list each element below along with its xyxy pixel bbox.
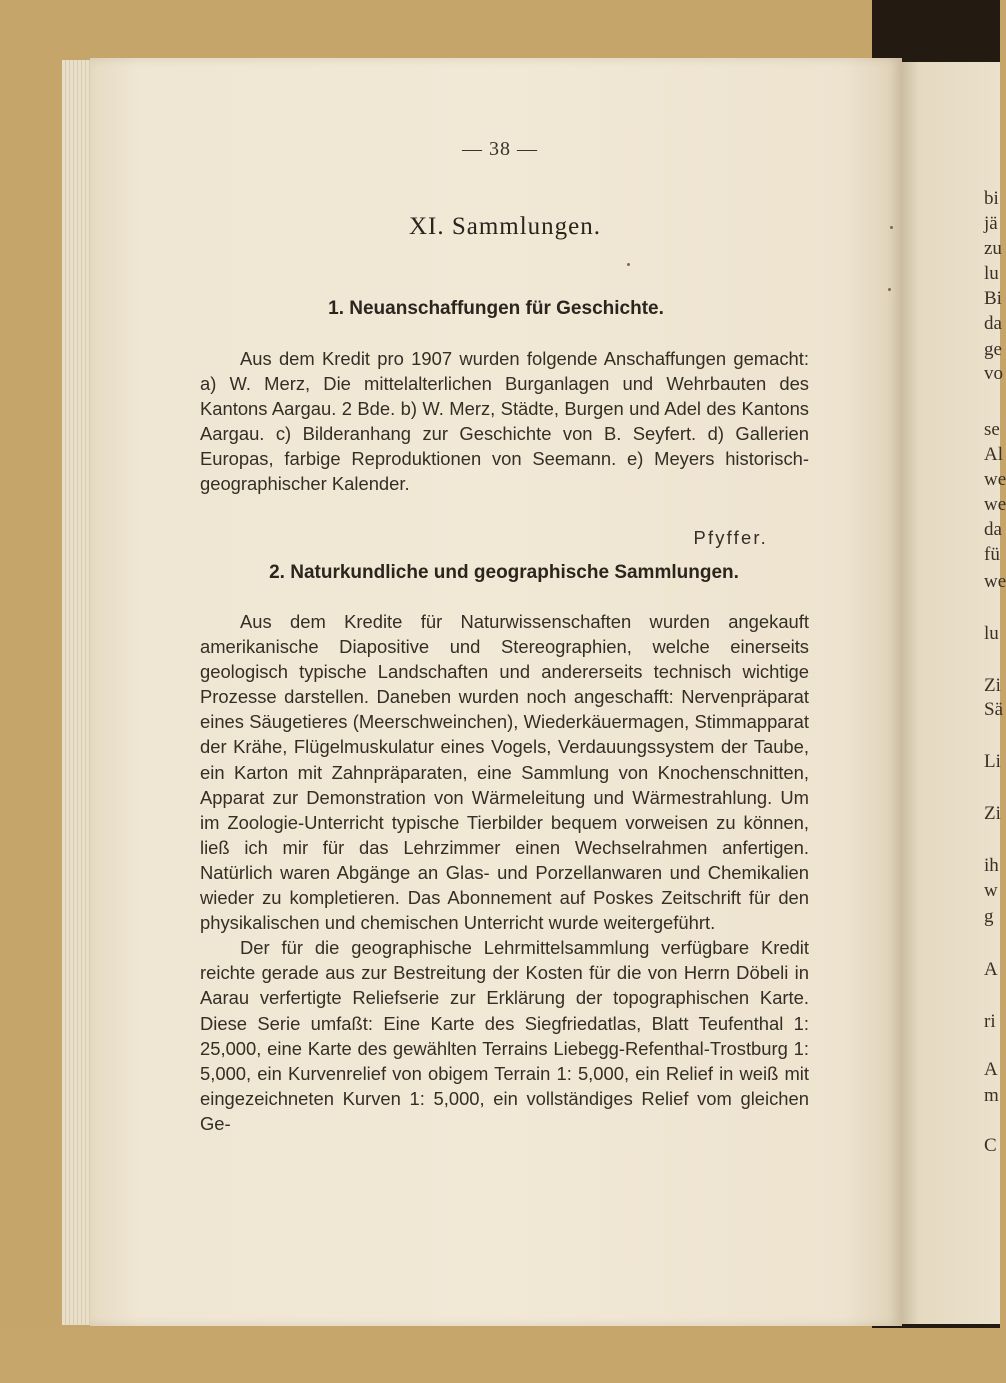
page-speck (890, 226, 893, 229)
facing-page-fragment: C (984, 1135, 997, 1156)
facing-page-fragment: Sä (984, 699, 1003, 720)
facing-page-fragment: Zi (984, 675, 1001, 696)
facing-page-fragment: we (984, 571, 1006, 592)
facing-page-fragment: Li (984, 751, 1001, 772)
section-heading-naturkunde: 2. Naturkundliche und geographische Sammlungen. (269, 562, 739, 583)
facing-page-fragment: lu (984, 263, 999, 284)
section-title: XI. Sammlungen. (408, 213, 602, 240)
facing-page (902, 62, 1006, 1324)
facing-page-fragment: ge (984, 339, 1002, 360)
paragraph-text: Der für die geographische Lehrmittelsammlung verfügbare Kredit reichte gerade aus zur Bestreitung der Kosten für die von Herrn Döbeli in Aarau verfertigte Reliefserie zur Erklärung der topographischen Karte. Diese Serie umfaßt: Eine Karte des Siegfriedatlas, Blatt Teufenthal 1: 25,000, eine Karte des gewählten Terrains Liebegg-Refenthal-Trostburg 1: 5,000, ein Kurvenrelief von obigem Terrain 1: 5,000, ein Relief in weiß mit eingezeichneten Kurven 1: 5,000, ein vollständiges Relief vom gleichen Ge- (200, 937, 809, 1134)
page-speck (888, 288, 891, 291)
facing-page-fragment: jä (984, 213, 998, 234)
paragraph-text: Aus dem Kredite für Naturwissenschaften wurden angekauft amerikanische Diapositive und Stereographien, welche einerseits geologisch typische Landschaften und andererseits technisch wichtige Prozesse darstellen. Daneben wurden noch angeschafft: Nervenpräparat eines Säugetieres (Meerschweinchen), Wiederkäuermagen, Stimmapparat der Krähe, Flügelmuskulatur eines Vogels, Verdauungssystem der Taube, ein Karton mit Zahnpräparaten, eine Sammlung von Knochenschnitten, Apparat zur Demonstration von Wärmeleitung und Wärmestrahlung. Um im Zoologie-Unterricht typische Tierbilder bequem vorweisen zu können, ließ ich mir für das Lehrzimmer einen Wechselrahmen anfertigen. Natürlich waren Abgänge an Glas- und Porzellanwaren und Chemikalien wieder zu kompletieren. Das Abonnement auf Poskes Zeitschrift für den physikalischen und chemischen Unterricht wurde weitergeführt. (200, 611, 809, 934)
paragraph-naturkunde (200, 609, 809, 1136)
page-speck (627, 263, 630, 266)
facing-page-fragment: we (984, 469, 1006, 490)
facing-page-fragment: Al (984, 444, 1003, 465)
facing-page-fragment: we (984, 494, 1006, 515)
signature: Pfyffer. (693, 527, 768, 548)
facing-page-fragment: da (984, 313, 1002, 334)
facing-page-fragment: ih (984, 855, 999, 876)
facing-page-fragment: g (984, 906, 994, 927)
facing-page-fragment: Bi (984, 288, 1002, 309)
facing-page-fragment: da (984, 519, 1002, 540)
facing-page-fragment: w (984, 880, 998, 901)
facing-page-fragment: fü (984, 544, 1000, 565)
page-number: — 38 — (462, 138, 538, 160)
facing-page-fragment: ri (984, 1011, 996, 1032)
facing-page-fragment: bi (984, 188, 999, 209)
paragraph-text: Aus dem Kredit pro 1907 wurden folgende Anschaffungen gemacht: a) W. Merz, Die mittelalterlichen Burganlagen und Wehrbauten des Kantons Aargau. 2 Bde. b) W. Merz, Städte, Burgen und Adel des Kantons Aargau. c) Bilderanhang zur Geschichte von B. Seyfert. d) Gallerien Europas, farbige Reproduktionen von Seemann. e) Meyers historisch-geographischer Kalender. (200, 348, 809, 495)
paragraph-geschichte (200, 346, 809, 497)
facing-page-fragment: lu (984, 623, 999, 644)
scanner-bed (0, 1328, 1000, 1383)
facing-page-fragment: m (984, 1085, 999, 1106)
facing-page-fragment: zu (984, 238, 1002, 259)
facing-page-fragment: vo (984, 363, 1003, 384)
facing-page-fragment: se (984, 419, 1000, 440)
facing-page-fragment: Zi (984, 803, 1001, 824)
facing-page-fragment: A (984, 959, 998, 980)
facing-page-fragment: A (984, 1059, 998, 1080)
section-heading-geschichte: 1. Neuanschaffungen für Geschichte. (328, 298, 664, 319)
